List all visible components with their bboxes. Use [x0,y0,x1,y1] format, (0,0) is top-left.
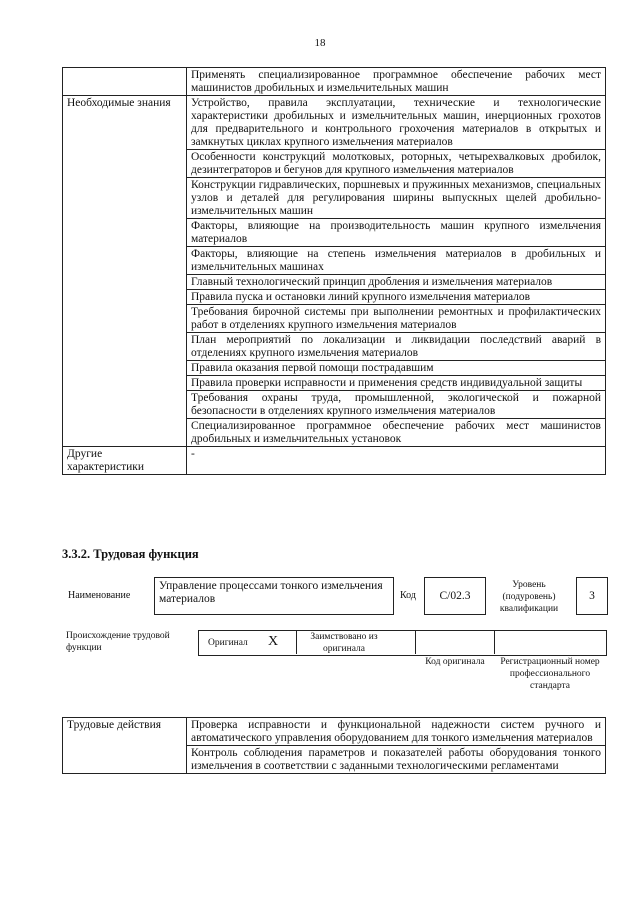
table-cell: Контроль соблюдения параметров и показателей работы оборудования тонкого измельчения в соответствии с заданными технологическими регламентами [187,746,606,774]
skills-knowledge-table [62,67,606,475]
reg-number-label: Регистрационный номер профессионального стандарта [500,657,600,691]
divider [296,630,297,654]
table-row [63,68,606,96]
table-cell: Правила пуска и остановки линий крупного измельчения материалов [187,290,606,305]
row-label-actions: Трудовые действия [63,718,187,774]
divider [415,630,416,654]
labor-actions-table [62,717,606,774]
table-cell: Особенности конструкций молотковых, роторных, четырехвалковых дробилок, дезинтеграторов и бегунов для крупного измельчения материалов [187,150,606,178]
code-value: C/02.3 [439,590,471,602]
origin-box [198,630,607,656]
table-cell: - [187,447,606,475]
table-cell: Факторы, влияющие на производительность машин крупного измельчения материалов [187,219,606,247]
borrowed-label: Заимствовано из оригинала [310,632,378,654]
table-row [63,96,606,150]
table-cell: Правила оказания первой помощи пострадавшим [187,361,606,376]
divider [494,630,495,654]
table-cell: Устройство, правила эксплуатации, технические и технологические характеристики дробильных и измельчительных машин, инерционных грохотов для предварительного и контрольного грохочения материалов в открытых и замкнутых циклах крупного измельчения материалов [187,96,606,150]
row-label-knowledge: Необходимые знания [63,96,187,447]
code-box [424,577,486,615]
name-value: Управление процессами тонкого измельчения материалов [159,580,383,605]
table-cell: Проверка исправности и функциональной надежности систем ручного и автоматического управления оборудованием для тонкого измельчения материалов [187,718,606,746]
table-cell: Правила проверки исправности и применения средств индивидуальной защиты [187,376,606,391]
name-label: Наименование [68,590,131,601]
table-cell: Факторы, влияющие на степень измельчения материалов в дробильных и измельчительных машинах [187,247,606,275]
code-label: Код [400,590,416,601]
table-cell: Применять специализированное программное обеспечение рабочих мест машинистов дробильных и измельчительных машин [187,68,606,96]
code-original-label: Код оригинала [425,657,485,667]
original-label: Оригинал [208,638,248,648]
page-number: 18 [314,37,326,49]
table-cell: Конструкции гидравлических, поршневых и пружинных механизмов, специальных узлов и деталей для регулирования ширины выпускных щелей дробильно-измельчительных машин [187,178,606,219]
level-value: 3 [589,590,595,602]
table-row [63,718,606,746]
level-box [576,577,608,615]
origin-label: Происхождение трудовой функции [66,631,170,653]
table-cell: Специализированное программное обеспечение рабочих мест машинистов дробильных и измельчительных установок [187,419,606,447]
level-label: Уровень (подуровень) квалификации [499,580,559,614]
table-cell: Требования бирочной системы при выполнении ремонтных и профилактических работ в отделениях крупного измельчения материалов [187,305,606,333]
original-mark: X [268,634,279,649]
section-title: 3.3.2. Трудовая функция [62,547,199,561]
name-box [154,577,394,615]
row-label-other: Другие характеристики [63,447,187,475]
table-row [63,447,606,475]
table-cell: Главный технологический принцип дробления и измельчения материалов [187,275,606,290]
table-cell: План мероприятий по локализации и ликвидации последствий аварий в отделениях крупного измельчения материалов [187,333,606,361]
table-cell: Требования охраны труда, промышленной, экологической и пожарной безопасности в отделениях крупного измельчения материалов [187,391,606,419]
row-label [63,68,187,96]
